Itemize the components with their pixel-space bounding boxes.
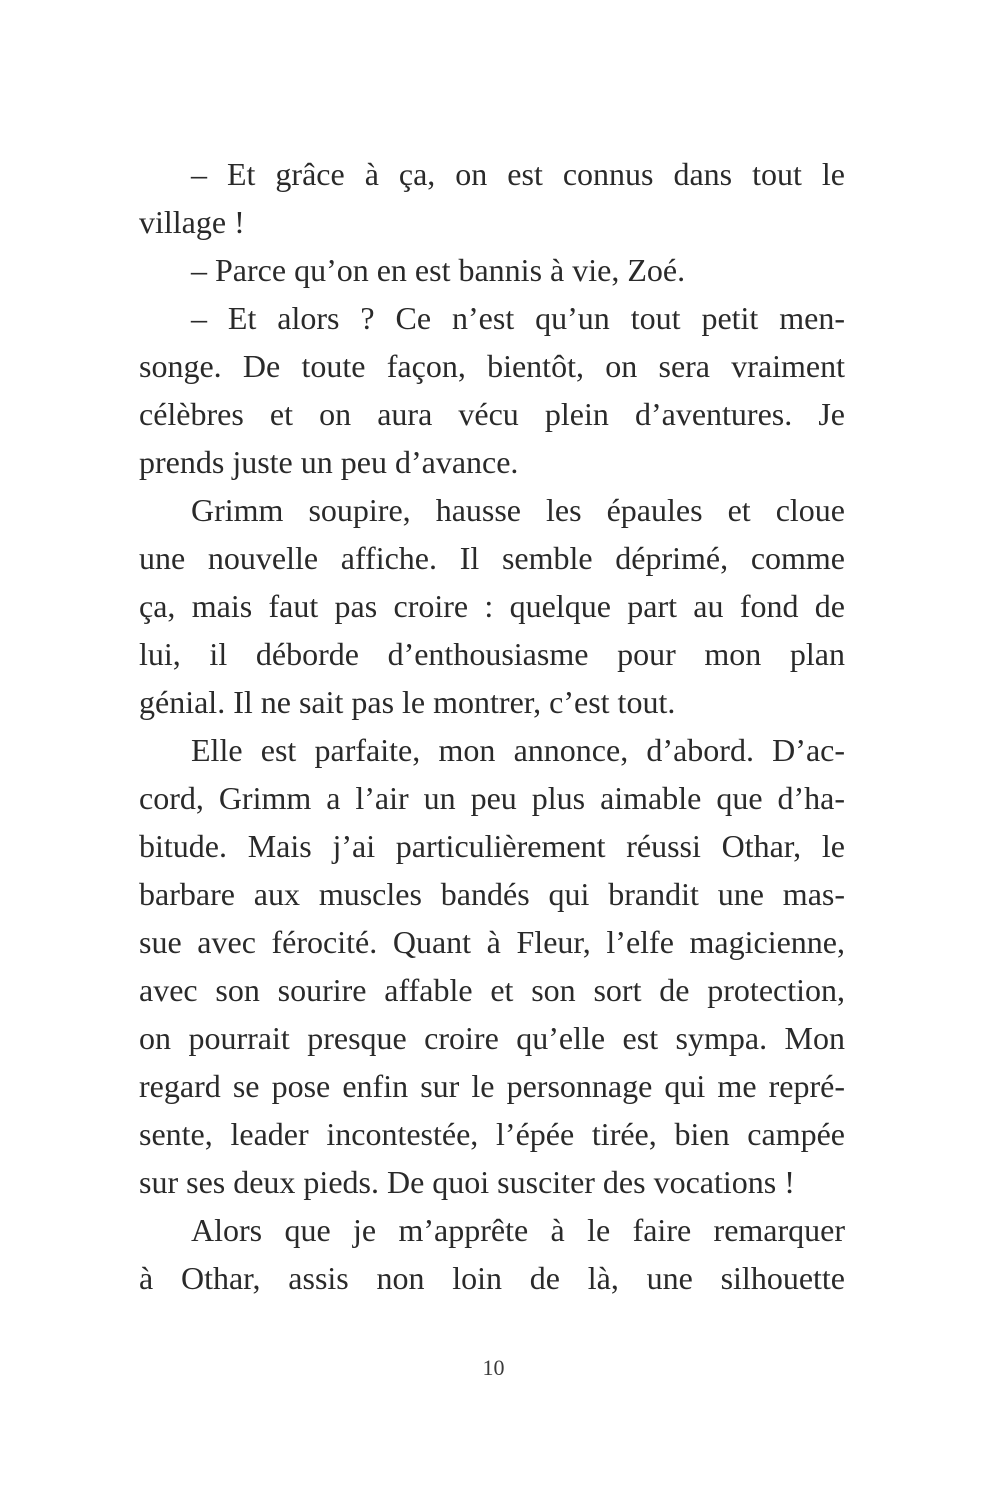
text-line: célèbres et on aura vécu plein d’aventures. Je (139, 396, 845, 432)
text-line: ça, mais faut pas croire : quelque part au fond de (139, 588, 845, 624)
text-line: une nouvelle affiche. Il semble déprimé, comme (139, 540, 845, 576)
text-line: on pourrait presque croire qu’elle est sympa. Mon (139, 1020, 845, 1056)
page-number: 10 (482, 1355, 505, 1380)
text-line: cord, Grimm a l’air un peu plus aimable que d’ha- (139, 780, 845, 816)
text-line: sue avec férocité. Quant à Fleur, l’elfe magicienne, (139, 924, 845, 960)
body-text (139, 150, 845, 1302)
text-line: – Parce qu’on en est bannis à vie, Zoé. (191, 252, 686, 288)
text-line: génial. Il ne sait pas le montrer, c’est tout. (139, 684, 676, 720)
text-line: barbare aux muscles bandés qui brandit une mas- (139, 876, 845, 912)
text-line: sur ses deux pieds. De quoi susciter des vocations ! (139, 1164, 795, 1200)
text-line: – Et grâce à ça, on est connus dans tout le (191, 156, 845, 192)
text-line: village ! (139, 204, 245, 240)
text-line: lui, il déborde d’enthousiasme pour mon plan (139, 636, 845, 672)
text-line: Elle est parfaite, mon annonce, d’abord. D’ac- (191, 732, 845, 768)
text-line: avec son sourire affable et son sort de protection, (139, 972, 845, 1008)
text-line: Alors que je m’apprête à le faire remarquer (191, 1212, 845, 1248)
text-line: bitude. Mais j’ai particulièrement réussi Othar, le (139, 828, 845, 864)
text-line: Grimm soupire, hausse les épaules et cloue (191, 492, 845, 528)
text-line: à Othar, assis non loin de là, une silhouette (139, 1260, 845, 1296)
text-line: – Et alors ? Ce n’est qu’un tout petit men- (191, 300, 845, 336)
text-line: songe. De toute façon, bientôt, on sera vraiment (139, 348, 845, 384)
text-line: sente, leader incontestée, l’épée tirée, bien campée (139, 1116, 845, 1152)
text-line: prends juste un peu d’avance. (139, 444, 519, 480)
text-line: regard se pose enfin sur le personnage qui me repré- (139, 1068, 845, 1104)
